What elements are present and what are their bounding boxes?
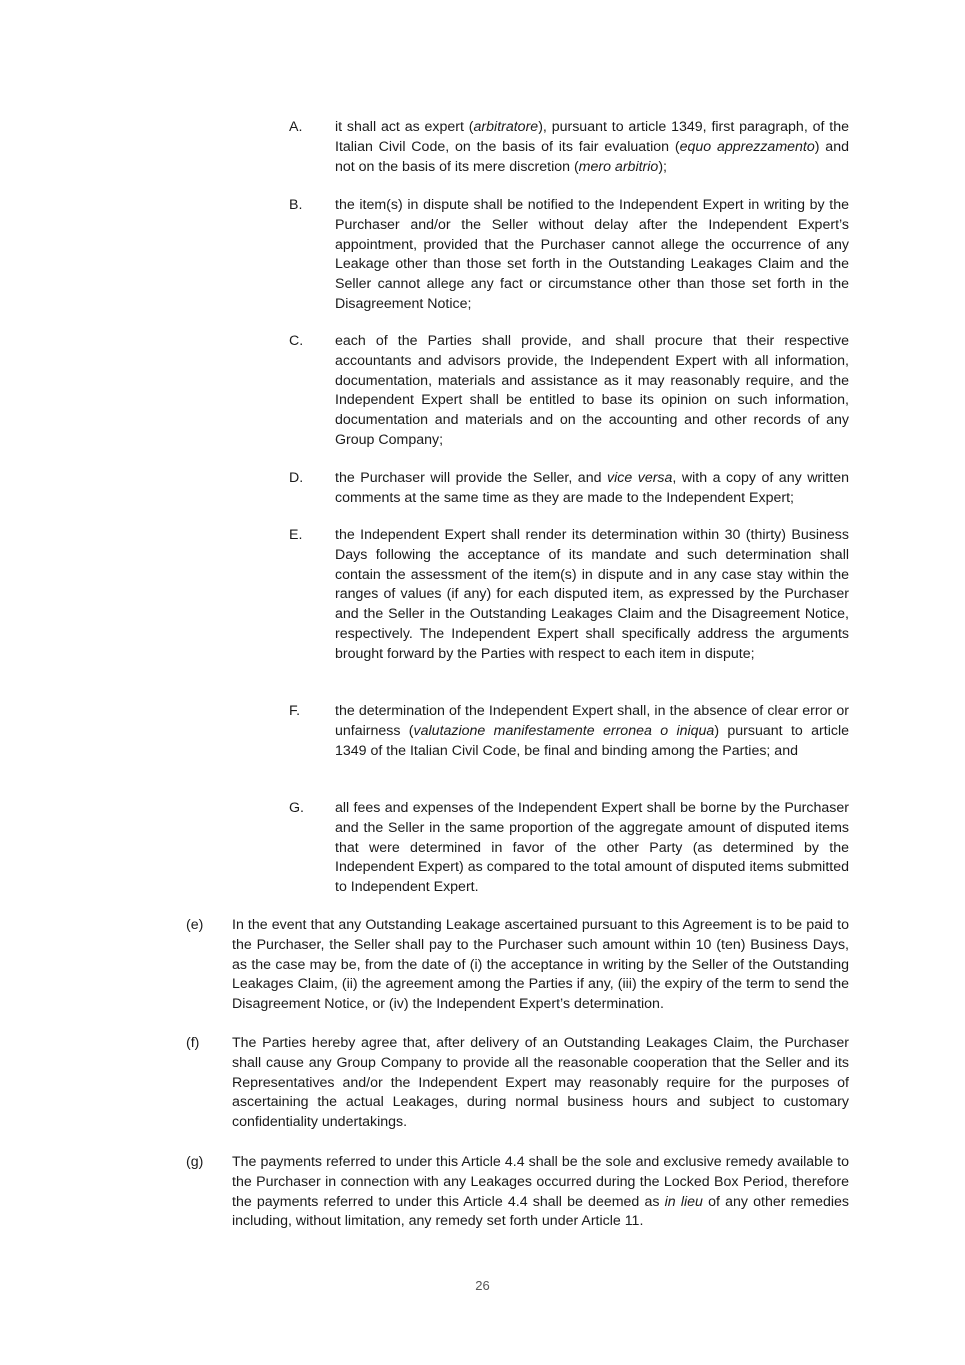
clause-A: [289, 118, 849, 177]
clause-E: [289, 526, 849, 665]
paragraph-text: The payments referred to under this Article 4.4 shall be the sole and exclusive remedy available to the Purchaser in connection with any Leakages occurred during the Locked Box Period, therefore the payments referred to under this Article 4.4 shall be deemed as in lieu of any other remedies including, without limitation, any remedy set forth under Article 11.: [232, 1154, 849, 1230]
clause-B: [289, 196, 849, 315]
clause-text: the determination of the Independent Expert shall, in the absence of clear error or unfairness (valutazione manifestamente erronea o iniqua) pursuant to article 1349 of the Italian Civil Code, be final and binding among the Parties; and: [335, 703, 849, 759]
clause-marker: E.: [289, 527, 303, 543]
clause-marker: D.: [289, 470, 304, 486]
clause-text: all fees and expenses of the Independent Expert shall be borne by the Purchaser and the Seller in the same proportion of the aggregate amount of disputed items that were determined in favor of the other Party (as determined by the Independent Expert) as compared to the total amount of disputed items submitted to Independent Expert.: [335, 800, 849, 896]
paragraph-marker: (e): [186, 917, 204, 933]
paragraph-e: [186, 916, 849, 1015]
clause-marker: B.: [289, 197, 303, 213]
clause-G: [289, 799, 849, 898]
clause-text: the item(s) in dispute shall be notified to the Independent Expert in writing by the Purchaser and/or the Seller without delay after the Independent Expert’s appointment, provided that the Purchaser cannot allege the occurrence of any Leakage other than those set forth in the Outstanding Leakages Claim and the Seller cannot allege any fact or circumstance other than those set forth in the Disagreement Notice;: [335, 197, 849, 312]
clause-marker: C.: [289, 333, 304, 349]
paragraph-f: [186, 1034, 849, 1133]
clause-text: the Purchaser will provide the Seller, and vice versa, with a copy of any written comments at the same time as they are made to the Independent Expert;: [335, 470, 849, 506]
paragraph-text: The Parties hereby agree that, after delivery of an Outstanding Leakages Claim, the Purchaser shall cause any Group Company to provide all the reasonable cooperation that the Seller and its Representatives and/or the Independent Expert may reasonably require for the purposes of ascertaining the actual Leakages, during normal business hours and subject to customary confidentiality undertakings.: [232, 1035, 849, 1131]
paragraph-g: [186, 1153, 849, 1232]
paragraph-marker: (f): [186, 1035, 200, 1051]
clause-marker: F.: [289, 703, 301, 719]
clause-text: the Independent Expert shall render its determination within 30 (thirty) Business Days following the acceptance of its mandate and such determination shall contain the assessment of the item(s) in dispute and in any case stay within the ranges of values (if any) for each disputed item, as expressed by the Purchaser and the Seller in the Outstanding Leakages Claim and the Disagreement Notice, respectively. The Independent Expert shall specifically address the arguments brought forward by the Parties with respect to each item in dispute;: [335, 527, 849, 662]
paragraph-marker: (g): [186, 1154, 204, 1170]
clause-F: [289, 702, 849, 761]
paragraph-text: In the event that any Outstanding Leakage ascertained pursuant to this Agreement is to be paid to the Purchaser, the Seller shall pay to the Purchaser such amount within 10 (ten) Business Days, as the case may be, from the date of (i) the acceptance in writing by the Seller of the Outstanding Leakages Claim, (ii) the agreement among the Parties if any, (iii) the expiry of the term to send the Disagreement Notice, or (iv) the Independent Expert’s determination.: [232, 917, 849, 1013]
page-number: 26: [475, 1278, 490, 1293]
clause-text: each of the Parties shall provide, and shall procure that their respective accountants and advisors provide, the Independent Expert with all information, documentation, materials and assistance as it may reasonably require, and the Independent Expert shall be entitled to base its opinion on such information, documentation and materials and on the accounting and other records of any Group Company;: [335, 333, 849, 448]
clause-D: [289, 469, 849, 509]
clause-text: it shall act as expert (arbitratore), pursuant to article 1349, first paragraph, of the Italian Civil Code, on the basis of its fair evaluation (equo apprezzamento) and not on the basis of its mere discretion (mero arbitrio);: [335, 119, 849, 175]
clause-marker: G.: [289, 800, 304, 816]
clause-C: [289, 332, 849, 451]
clause-marker: A.: [289, 119, 303, 135]
